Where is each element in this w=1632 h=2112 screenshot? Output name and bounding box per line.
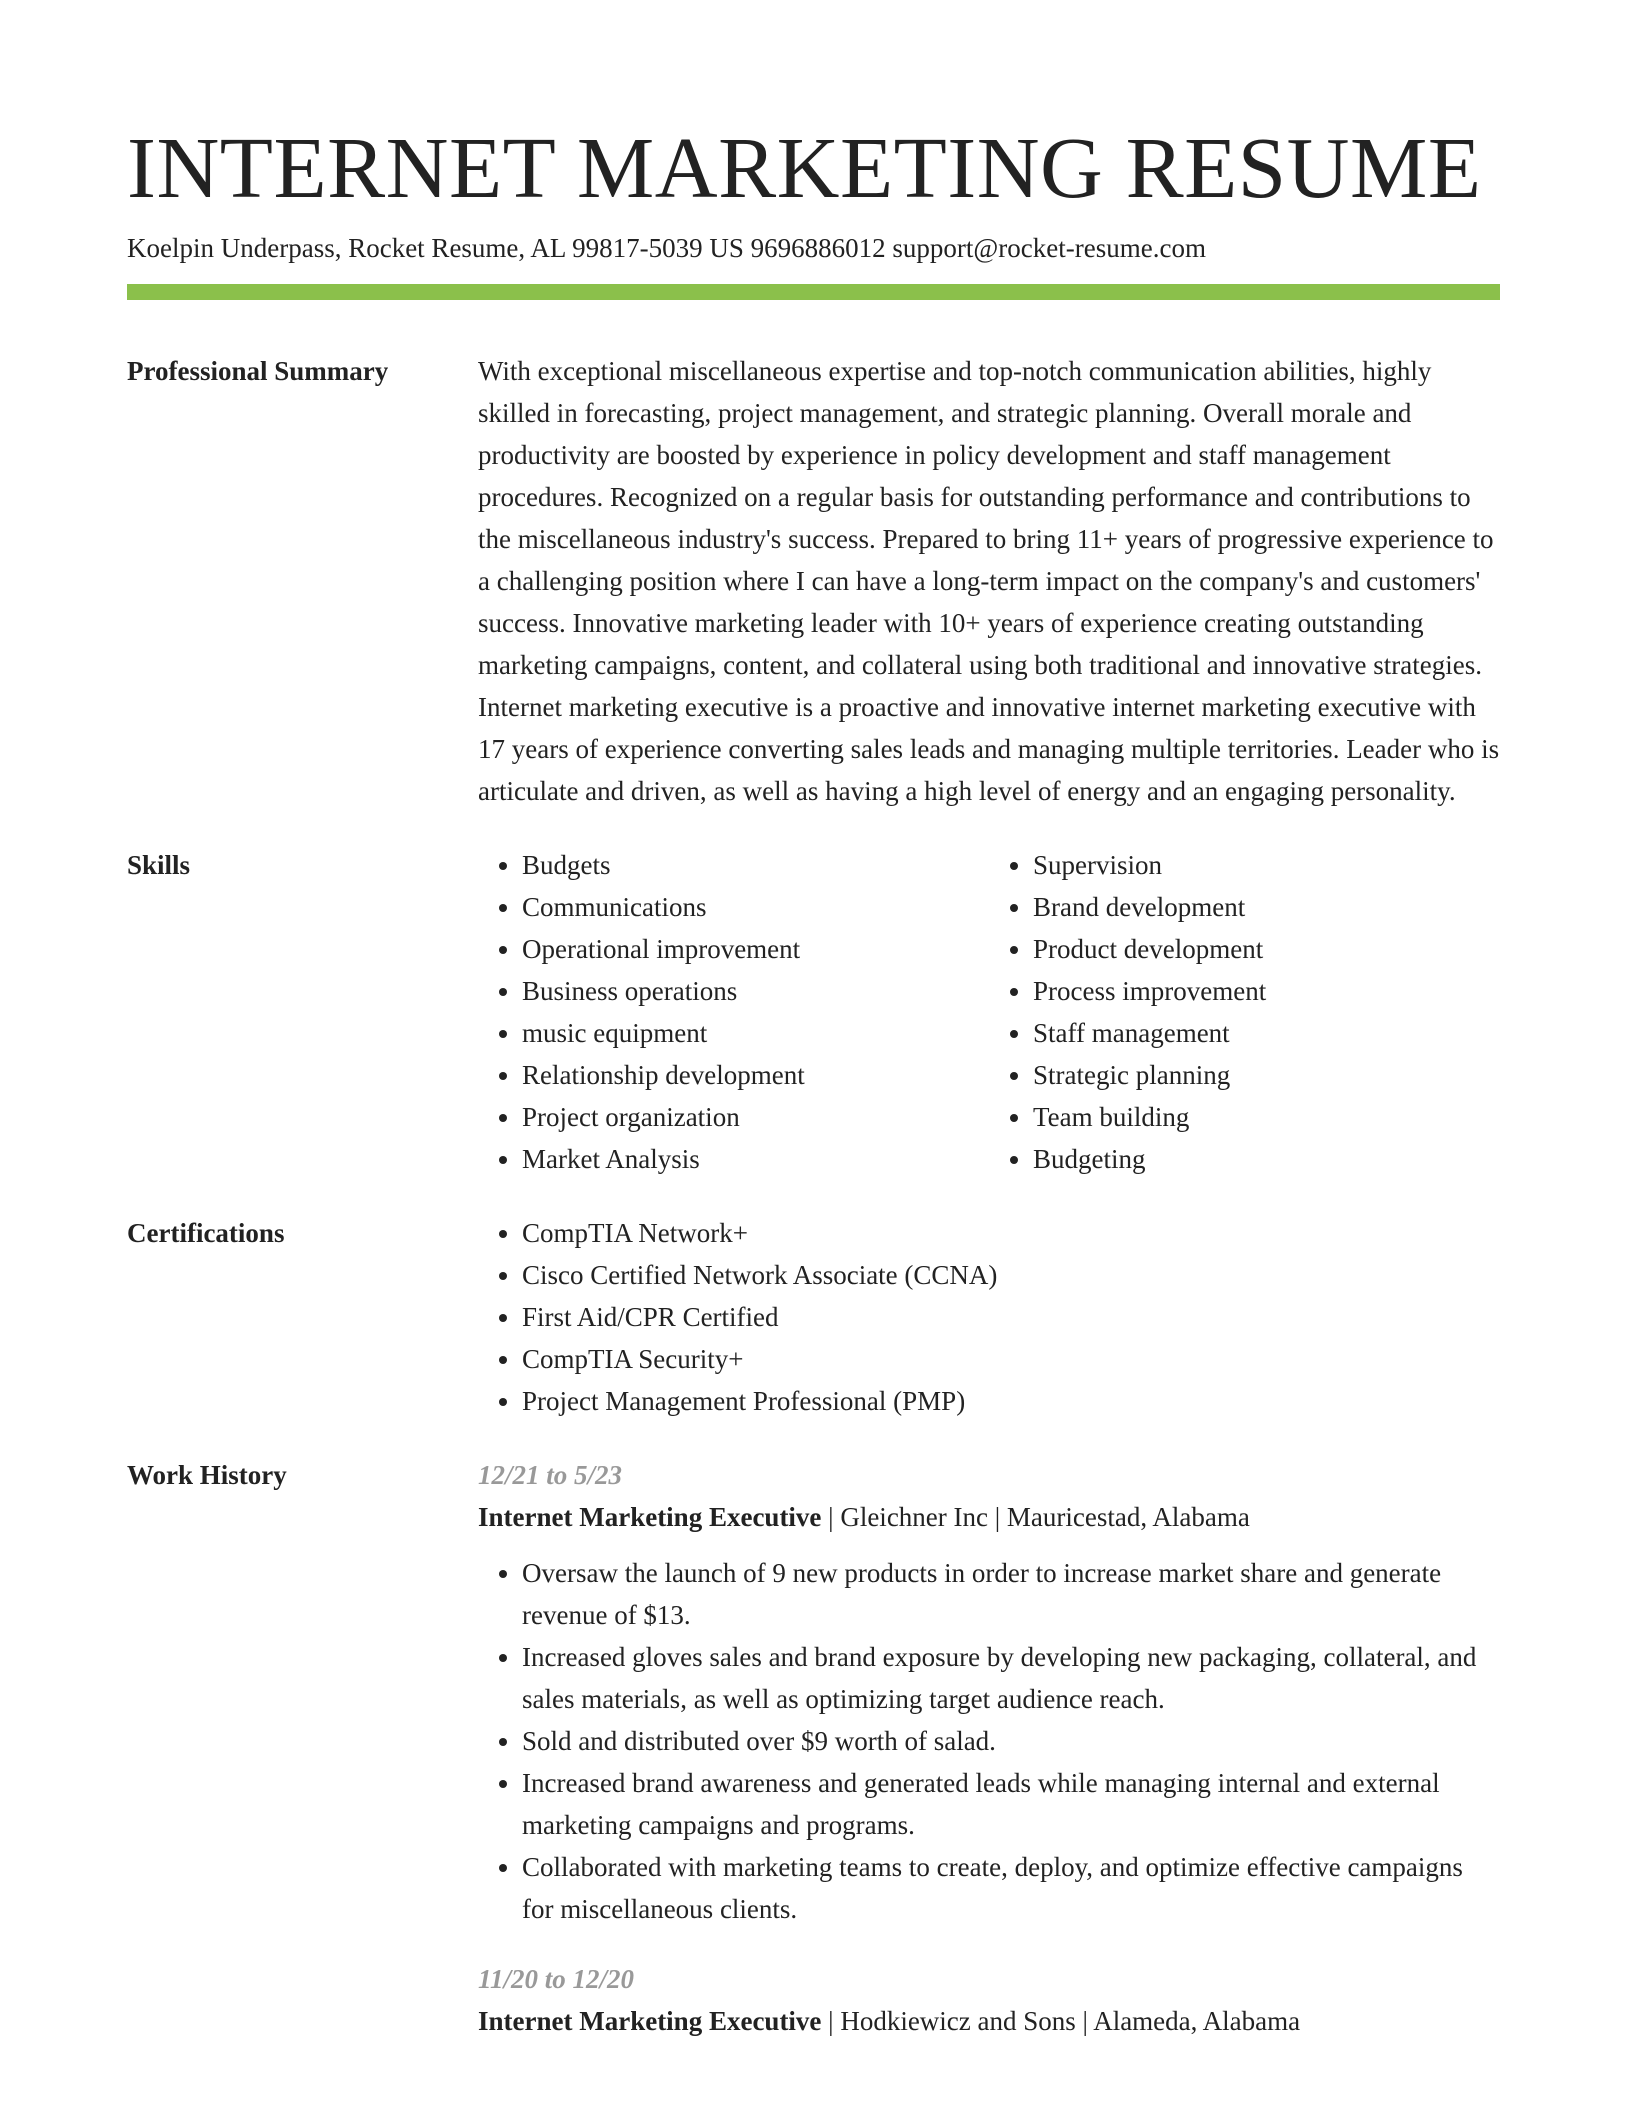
work-history-section (127, 1454, 1500, 2070)
summary-section (127, 350, 1500, 812)
resume-header (127, 118, 1500, 266)
job-entry (478, 1958, 1500, 2042)
accent-divider (127, 284, 1500, 300)
skill-item: • Budgets (522, 844, 989, 886)
job-title: Internet Marketing Executive (478, 2006, 822, 2036)
skill-item: • Project organization (522, 1096, 989, 1138)
skill-item: • Product development (1033, 928, 1500, 970)
job-company-location: | Gleichner Inc | Mauricestad, Alabama (821, 1502, 1250, 1532)
skill-item: • Operational improvement (522, 928, 989, 970)
certification-item: • Project Management Professional (PMP) (522, 1380, 1500, 1422)
skill-item: • Strategic planning (1033, 1054, 1500, 1096)
section-heading: Skills (127, 850, 191, 880)
job-bullet: • Sold and distributed over $9 worth of salad. (522, 1720, 1500, 1762)
skill-item: • Business operations (522, 970, 989, 1012)
skills-list-left (478, 844, 989, 1180)
skill-item: • Staff management (1033, 1012, 1500, 1054)
skill-item: • Brand development (1033, 886, 1500, 928)
resume-sections (127, 350, 1500, 2102)
skills-list-right (989, 844, 1500, 1180)
job-title: Internet Marketing Executive (478, 1502, 822, 1532)
skill-item: • Relationship development (522, 1054, 989, 1096)
skill-item: • Communications (522, 886, 989, 928)
certifications-section (127, 1212, 1500, 1422)
skill-item: • Budgeting (1033, 1138, 1500, 1180)
contact-line: Koelpin Underpass, Rocket Resume, AL 99817-5039 US 9696886012 support@rocket-resume.com (127, 233, 1206, 263)
job-bullet: • Increased gloves sales and brand exposure by developing new packaging, collateral, and sales materials, as well as optimizing target audience reach. (522, 1636, 1500, 1720)
skills-section (127, 844, 1500, 1180)
job-dates: 11/20 to 12/20 (478, 1964, 635, 1994)
certifications-list (478, 1212, 1500, 1422)
section-heading: Professional Summary (127, 356, 389, 386)
skill-item: • Supervision (1033, 844, 1500, 886)
job-bullets (478, 1552, 1500, 1930)
job-dates: 12/21 to 5/23 (478, 1460, 623, 1490)
job-heading (478, 1496, 1500, 1538)
resume-title: INTERNET MARKETING RESUME (127, 119, 1482, 216)
job-heading (478, 2000, 1500, 2042)
skill-item: • music equipment (522, 1012, 989, 1054)
job-bullet: • Collaborated with marketing teams to create, deploy, and optimize effective campaigns for miscellaneous clients. (522, 1846, 1500, 1930)
certification-item: • CompTIA Security+ (522, 1338, 1500, 1380)
certification-item: • First Aid/CPR Certified (522, 1296, 1500, 1338)
certification-item: • Cisco Certified Network Associate (CCNA) (522, 1254, 1500, 1296)
work-history-list (478, 1454, 1500, 2070)
certification-item: • CompTIA Network+ (522, 1212, 1500, 1254)
section-heading: Certifications (127, 1218, 285, 1248)
skill-item: • Process improvement (1033, 970, 1500, 1012)
skill-item: • Team building (1033, 1096, 1500, 1138)
section-heading: Work History (127, 1460, 287, 1490)
job-entry (478, 1454, 1500, 1930)
job-company-location: | Hodkiewicz and Sons | Alameda, Alabama (821, 2006, 1301, 2036)
job-bullet: • Oversaw the launch of 9 new products in order to increase market share and generate revenue of $13. (522, 1552, 1500, 1636)
summary-text: With exceptional miscellaneous expertise and top-notch communication abilities, highly skilled in forecasting, project management, and strategic planning. Overall morale and productivity are boosted by experience in policy development and staff management procedures. Recognized on a regular basis for outstanding performance and contributions to the miscellaneous industry's success. Prepared to bring 11+ years of progressive experience to a challenging position where I can have a long-term impact on the company's and customers' success. Innovative marketing leader with 10+ years of experience creating outstanding marketing campaigns, content, and collateral using both traditional and innovative strategies. Internet marketing executive is a proactive and innovative internet marketing executive with 17 years of experience converting sales leads and managing multiple territories. Leader who is articulate and driven, as well as having a high level of energy and an engaging personality. (478, 356, 1500, 806)
job-bullet: • Increased brand awareness and generated leads while managing internal and external marketing campaigns and programs. (522, 1762, 1500, 1846)
skill-item: • Market Analysis (522, 1138, 989, 1180)
